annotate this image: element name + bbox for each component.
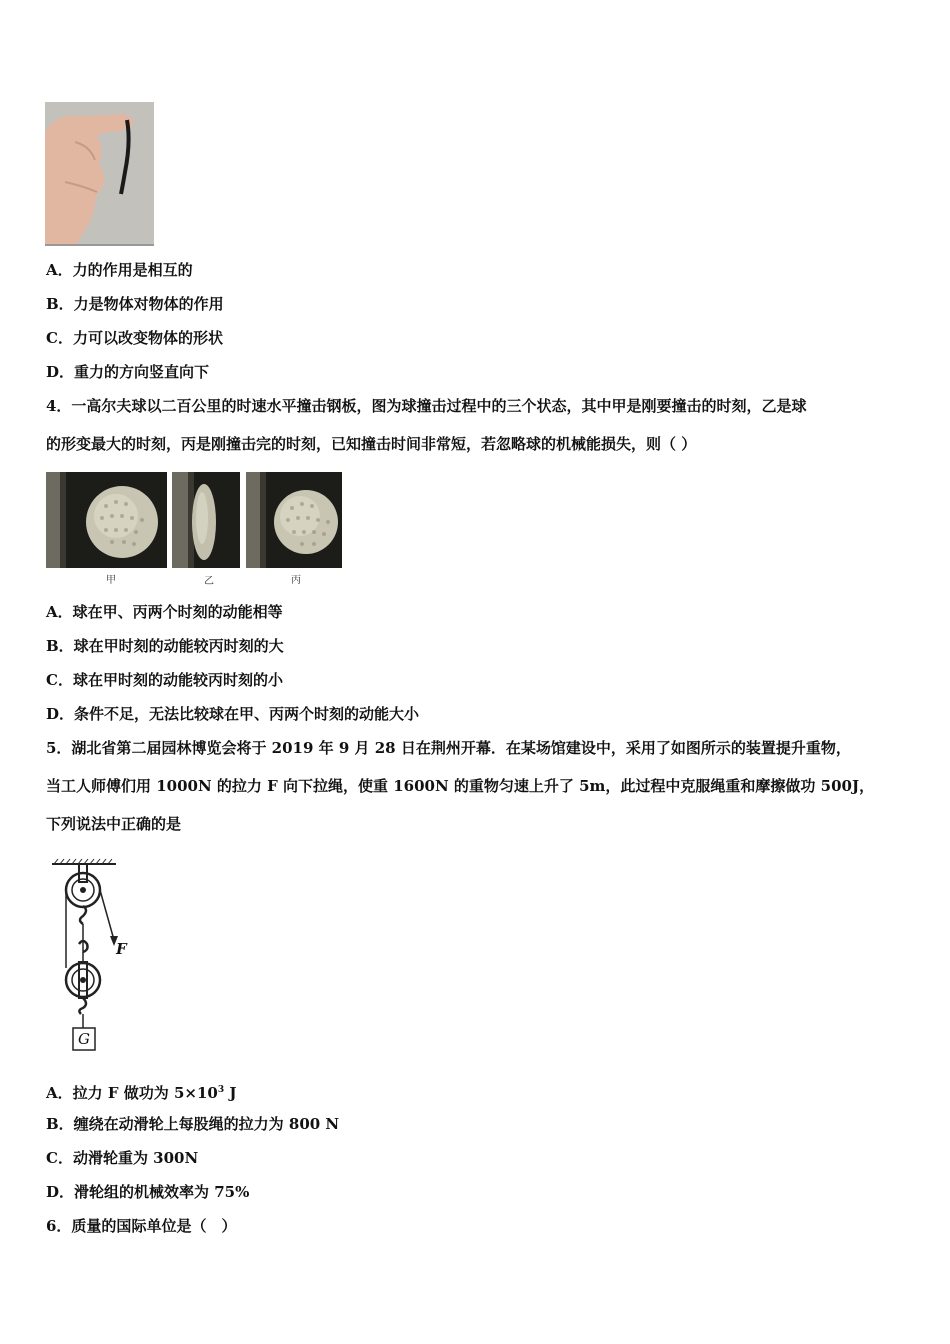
q4-option-d: D．条件不足，无法比较球在甲、丙两个时刻的动能大小 bbox=[46, 705, 420, 723]
q4-option-a: A．球在甲、丙两个时刻的动能相等 bbox=[46, 603, 283, 621]
q5-option-a-text: A．拉力 F 做功为 5×10 bbox=[46, 1084, 218, 1102]
caption-bing: 丙 bbox=[291, 575, 301, 586]
golf-ball-photo-bing bbox=[246, 472, 342, 568]
force-label-f: F bbox=[116, 940, 127, 958]
q5-option-d: D．滑轮组的机械效率为 75% bbox=[46, 1183, 250, 1201]
q5-option-c: C．动滑轮重为 300N bbox=[46, 1149, 199, 1167]
q5-stem-line2: 当工人师傅们用 1000N 的拉力 F 向下拉绳，使重 1600N 的重物匀速上升了 5m，此过程中克服绳重和摩擦做功 500J， bbox=[46, 777, 875, 795]
q5-option-a-unit: J bbox=[224, 1084, 237, 1102]
q5-stem-line1: 5．湖北省第二届园林博览会将于 2019 年 9 月 28 日在荆州开幕．在某场馆建设中，采用了如图所示的装置提升重物， bbox=[46, 739, 851, 757]
golf-ball-photo-yi bbox=[172, 472, 240, 568]
q3-option-c: C．力可以改变物体的形状 bbox=[46, 329, 223, 347]
q5-option-a-exponent: 3 bbox=[217, 1085, 225, 1095]
q5-option-a bbox=[46, 1080, 236, 1103]
caption-jia: 甲 bbox=[106, 575, 116, 586]
q3-option-d: D．重力的方向竖直向下 bbox=[46, 363, 210, 381]
caption-yi: 乙 bbox=[204, 576, 214, 587]
q4-option-b: B．球在甲时刻的动能较丙时刻的大 bbox=[46, 637, 284, 655]
q4-stem-line1: 4．一高尔夫球以二百公里的时速水平撞击钢板，图为球撞击过程中的三个状态，其中甲是刚要撞击的时刻，乙是球 bbox=[46, 397, 807, 415]
golf-ball-photo-jia bbox=[46, 472, 167, 568]
q3-option-b: B．力是物体对物体的作用 bbox=[46, 295, 224, 313]
pulley-system-diagram bbox=[46, 858, 136, 1058]
q5-stem-line3: 下列说法中正确的是 bbox=[46, 815, 182, 833]
q3-option-a: A．力的作用是相互的 bbox=[46, 261, 193, 279]
weight-label-g: G bbox=[78, 1030, 90, 1048]
q4-stem-line2: 的形变最大的时刻，丙是刚撞击完的时刻，已知撞击时间非常短，若忽略球的机械能损失，则（ ） bbox=[46, 435, 697, 453]
hand-bending-strip-photo bbox=[45, 102, 154, 246]
q5-option-b: B．缠绕在动滑轮上每股绳的拉力为 800 N bbox=[46, 1115, 340, 1133]
q6-stem: 6．质量的国际单位是（ ） bbox=[46, 1217, 237, 1235]
q4-option-c: C．球在甲时刻的动能较丙时刻的小 bbox=[46, 671, 283, 689]
